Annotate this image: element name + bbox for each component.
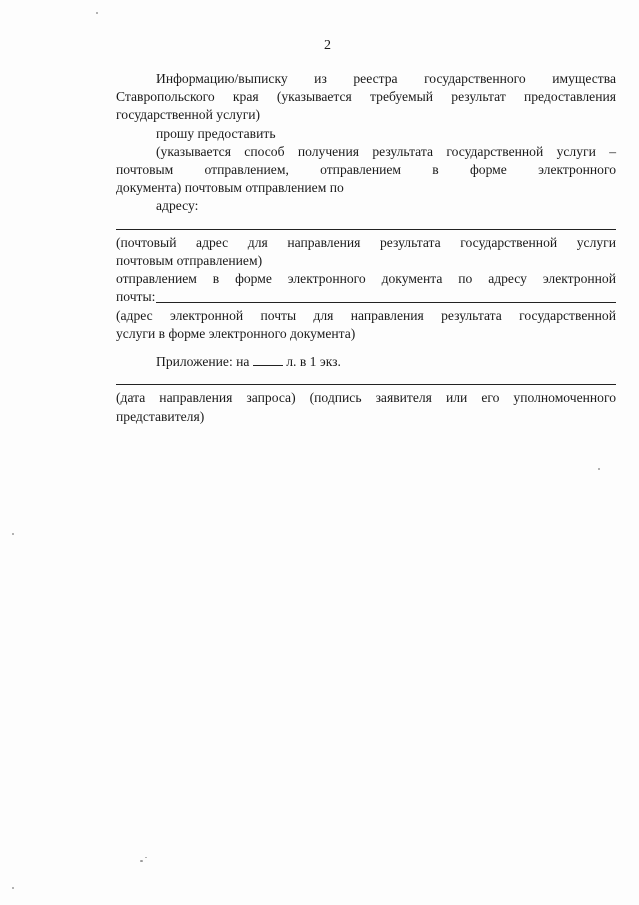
scan-speck xyxy=(145,857,147,858)
email-address-field[interactable] xyxy=(156,302,616,303)
email-field-row xyxy=(116,288,616,306)
postal-address-field[interactable] xyxy=(116,216,616,234)
attachment-prefix: Приложение: на xyxy=(156,354,250,370)
scan-speck xyxy=(12,533,14,535)
scan-speck xyxy=(140,860,143,862)
attachment-suffix: л. в 1 экз. xyxy=(286,354,341,370)
page-number: 2 xyxy=(324,38,331,53)
method-line-2: почтовым отправлением, отправлением в форме электронного xyxy=(116,162,616,178)
sign-caption-line-2: представителя) xyxy=(116,408,205,424)
scan-speck xyxy=(598,468,600,470)
email-label: почты: xyxy=(116,289,156,305)
document-body xyxy=(116,70,616,426)
scan-speck xyxy=(12,887,14,889)
attachment-pages-field[interactable] xyxy=(253,353,283,366)
email-line-1: отправлением в форме электронного документа по адресу электронной xyxy=(116,271,616,287)
spacer xyxy=(116,343,616,353)
scan-speck xyxy=(96,12,98,14)
attachment-line xyxy=(116,353,616,371)
postal-caption-line-2: почтовым отправлением) xyxy=(116,253,263,269)
address-label: адресу: xyxy=(156,198,199,214)
email-caption-line-1: (адрес электронной почты для направления результата государственной xyxy=(116,307,616,323)
postal-address-underline xyxy=(116,229,616,230)
info-line-1: Информацию/выписку из реестра государственного имущества xyxy=(156,71,616,86)
method-line-1: (указывается способ получения результата государственной услуги – xyxy=(156,143,616,159)
method-line-3: документа) почтовым отправлением по xyxy=(116,180,344,196)
postal-caption-line-1: (почтовый адрес для направления результата государственной услуги xyxy=(116,234,616,250)
signature-underline xyxy=(116,384,616,385)
request-text: прошу предоставить xyxy=(156,125,276,141)
signature-field[interactable] xyxy=(116,371,616,389)
info-line-3: государственной услуги) xyxy=(116,107,261,123)
info-line-2: Ставропольского края (указывается требуемый результат предоставления xyxy=(116,89,616,105)
email-caption-line-2: услуги в форме электронного документа) xyxy=(116,325,356,341)
sign-caption-line-1: (дата направления запроса) (подпись заявителя или его уполномоченного xyxy=(116,390,616,406)
